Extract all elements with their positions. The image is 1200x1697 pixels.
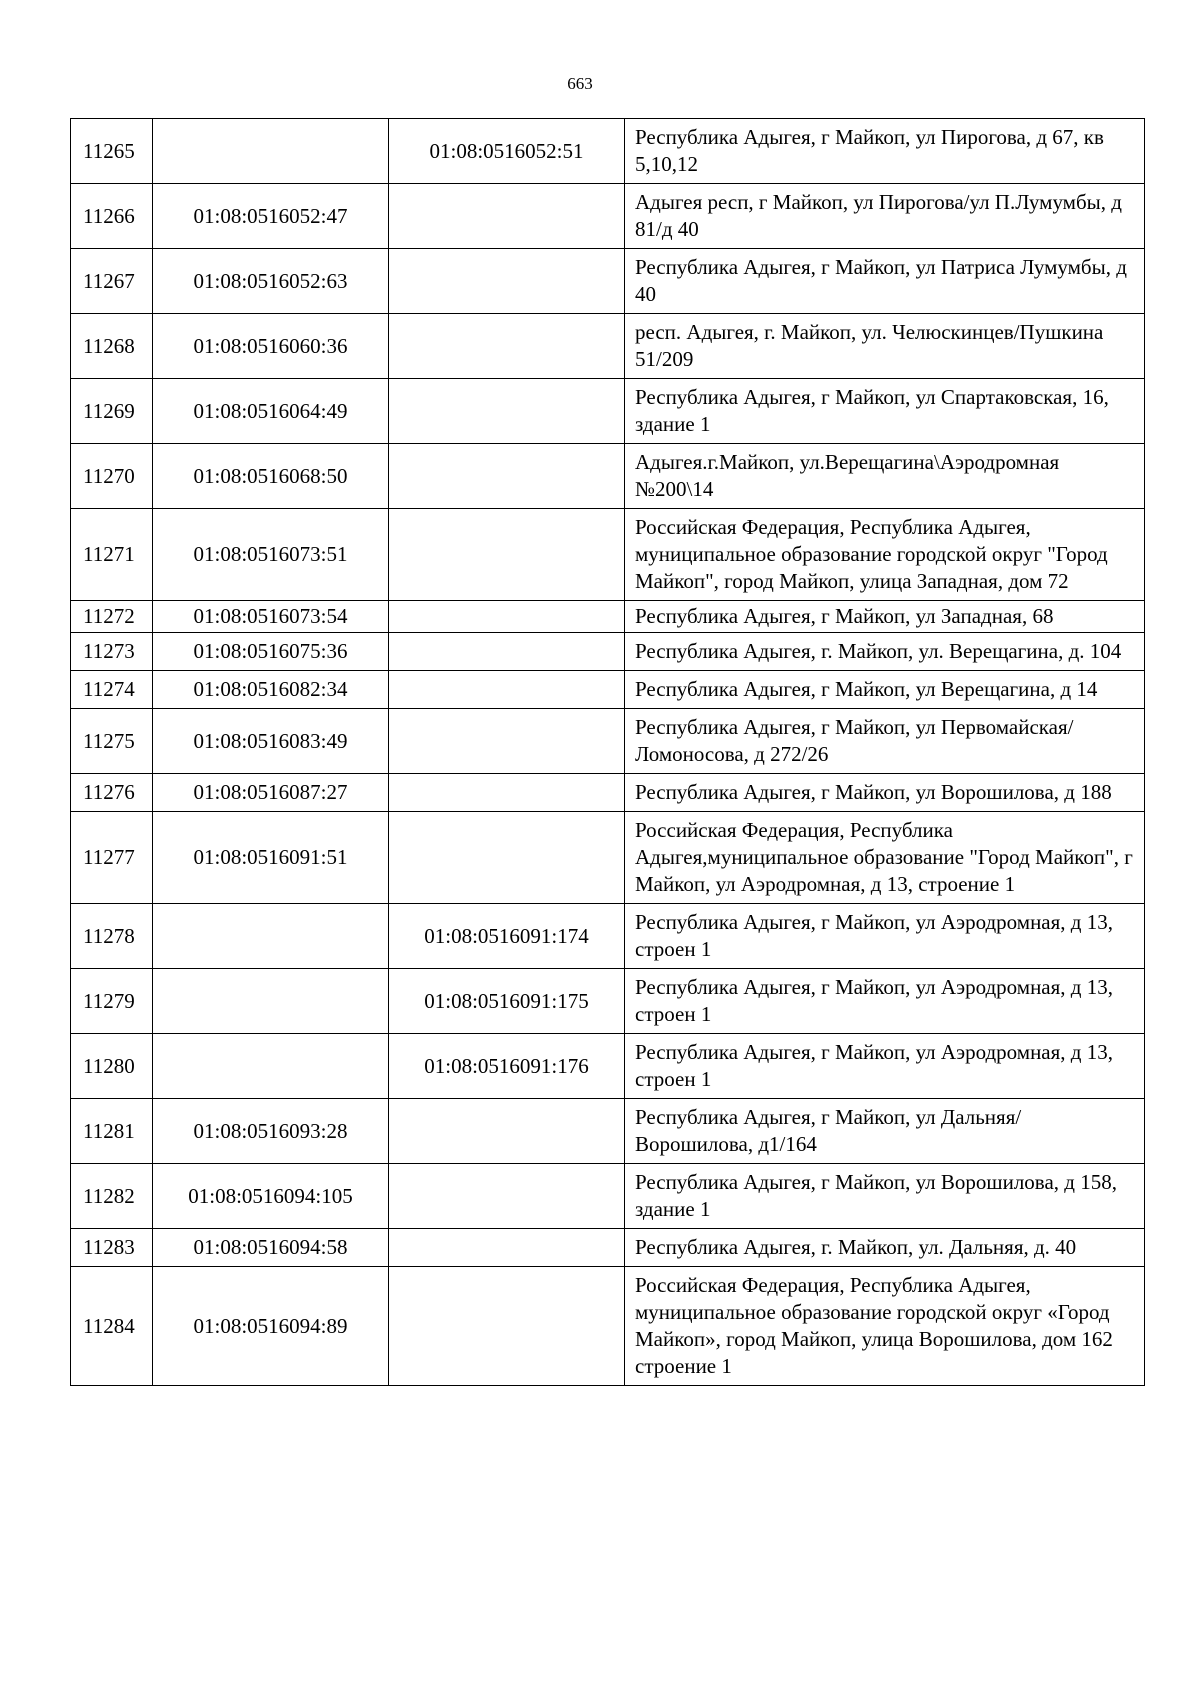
cadastral-number: 01:08:0516064:49: [153, 379, 389, 444]
table-row: [71, 1034, 1145, 1099]
address: Республика Адыгея, г Майкоп, ул Западная, 68: [625, 601, 1145, 633]
sub-cadastral-number: [389, 1164, 625, 1229]
sub-cadastral-number: [389, 633, 625, 671]
address: Республика Адыгея, г Майкоп, ул Спартаковская, 16, здание 1: [625, 379, 1145, 444]
cadastral-number: 01:08:0516060:36: [153, 314, 389, 379]
cadastral-number: 01:08:0516093:28: [153, 1099, 389, 1164]
address: респ. Адыгея, г. Майкоп, ул. Челюскинцев/Пушкина 51/209: [625, 314, 1145, 379]
row-number: 11266: [71, 184, 153, 249]
sub-cadastral-number: 01:08:0516091:175: [389, 969, 625, 1034]
sub-cadastral-number: [389, 184, 625, 249]
address: Республика Адыгея, г Майкоп, ул Дальняя/Ворошилова, д1/164: [625, 1099, 1145, 1164]
sub-cadastral-number: [389, 774, 625, 812]
address: Российская Федерация, Республика Адыгея, муниципальное образование городской округ «Город Майкоп», город Майкоп, улица Ворошилова, дом 162 строение 1: [625, 1267, 1145, 1386]
row-number: 11271: [71, 509, 153, 601]
address: Адыгея.г.Майкоп, ул.Верещагина\Аэродромная №200\14: [625, 444, 1145, 509]
table-row: [71, 601, 1145, 633]
row-number: 11274: [71, 671, 153, 709]
address: Республика Адыгея, г Майкоп, ул Аэродромная, д 13, строен 1: [625, 1034, 1145, 1099]
cadastral-number: [153, 969, 389, 1034]
property-registry-table: [70, 118, 1145, 1386]
row-number: 11276: [71, 774, 153, 812]
address: Республика Адыгея, г Майкоп, ул Верещагина, д 14: [625, 671, 1145, 709]
sub-cadastral-number: [389, 314, 625, 379]
cadastral-number: 01:08:0516083:49: [153, 709, 389, 774]
row-number: 11281: [71, 1099, 153, 1164]
table-row: [71, 774, 1145, 812]
address: Республика Адыгея, г Майкоп, ул Ворошилова, д 158, здание 1: [625, 1164, 1145, 1229]
row-number: 11283: [71, 1229, 153, 1267]
sub-cadastral-number: [389, 379, 625, 444]
row-number: 11273: [71, 633, 153, 671]
table-row: [71, 671, 1145, 709]
table-row: [71, 709, 1145, 774]
address: Российская Федерация, Республика Адыгея,муниципальное образование "Город Майкоп", г Майкоп, ул Аэродромная, д 13, строение 1: [625, 812, 1145, 904]
sub-cadastral-number: 01:08:0516052:51: [389, 119, 625, 184]
table-row: [71, 812, 1145, 904]
sub-cadastral-number: [389, 444, 625, 509]
table-row: [71, 249, 1145, 314]
sub-cadastral-number: [389, 249, 625, 314]
cadastral-number: 01:08:0516073:54: [153, 601, 389, 633]
page-number: 663: [567, 74, 593, 93]
sub-cadastral-number: [389, 509, 625, 601]
sub-cadastral-number: [389, 1229, 625, 1267]
row-number: 11280: [71, 1034, 153, 1099]
cadastral-number: 01:08:0516082:34: [153, 671, 389, 709]
sub-cadastral-number: [389, 601, 625, 633]
row-number: 11269: [71, 379, 153, 444]
cadastral-number: 01:08:0516052:63: [153, 249, 389, 314]
sub-cadastral-number: [389, 812, 625, 904]
sub-cadastral-number: [389, 1267, 625, 1386]
table-row: [71, 509, 1145, 601]
table-row: [71, 633, 1145, 671]
table-row: [71, 119, 1145, 184]
row-number: 11267: [71, 249, 153, 314]
row-number: 11272: [71, 601, 153, 633]
address: Республика Адыгея, г Майкоп, ул Аэродромная, д 13, строен 1: [625, 904, 1145, 969]
row-number: 11278: [71, 904, 153, 969]
address: Российская Федерация, Республика Адыгея, муниципальное образование городской округ "Город Майкоп", город Майкоп, улица Западная, дом 72: [625, 509, 1145, 601]
sub-cadastral-number: 01:08:0516091:176: [389, 1034, 625, 1099]
address: Республика Адыгея, г Майкоп, ул Аэродромная, д 13, строен 1: [625, 969, 1145, 1034]
address: Республика Адыгея, г. Майкоп, ул. Дальняя, д. 40: [625, 1229, 1145, 1267]
address: Республика Адыгея, г Майкоп, ул Первомайская/Ломоносова, д 272/26: [625, 709, 1145, 774]
row-number: 11282: [71, 1164, 153, 1229]
address: Республика Адыгея, г Майкоп, ул Пирогова, д 67, кв 5,10,12: [625, 119, 1145, 184]
row-number: 11268: [71, 314, 153, 379]
cadastral-number: [153, 904, 389, 969]
sub-cadastral-number: [389, 709, 625, 774]
cadastral-number: 01:08:0516091:51: [153, 812, 389, 904]
row-number: 11279: [71, 969, 153, 1034]
table-row: [71, 904, 1145, 969]
cadastral-number: 01:08:0516094:105: [153, 1164, 389, 1229]
table-row: [71, 969, 1145, 1034]
sub-cadastral-number: 01:08:0516091:174: [389, 904, 625, 969]
table-row: [71, 1164, 1145, 1229]
row-number: 11275: [71, 709, 153, 774]
table-row: [71, 184, 1145, 249]
cadastral-number: 01:08:0516075:36: [153, 633, 389, 671]
address: Республика Адыгея, г Майкоп, ул Патриса Лумумбы, д 40: [625, 249, 1145, 314]
row-number: 11265: [71, 119, 153, 184]
table-row: [71, 379, 1145, 444]
sub-cadastral-number: [389, 1099, 625, 1164]
address: Республика Адыгея, г. Майкоп, ул. Верещагина, д. 104: [625, 633, 1145, 671]
cadastral-number: 01:08:0516052:47: [153, 184, 389, 249]
cadastral-number: 01:08:0516068:50: [153, 444, 389, 509]
sub-cadastral-number: [389, 671, 625, 709]
cadastral-number: [153, 119, 389, 184]
cadastral-number: 01:08:0516094:89: [153, 1267, 389, 1386]
cadastral-number: 01:08:0516087:27: [153, 774, 389, 812]
cadastral-number: [153, 1034, 389, 1099]
row-number: 11284: [71, 1267, 153, 1386]
row-number: 11270: [71, 444, 153, 509]
row-number: 11277: [71, 812, 153, 904]
address: Республика Адыгея, г Майкоп, ул Ворошилова, д 188: [625, 774, 1145, 812]
cadastral-number: 01:08:0516073:51: [153, 509, 389, 601]
table-row: [71, 1229, 1145, 1267]
cadastral-number: 01:08:0516094:58: [153, 1229, 389, 1267]
table-row: [71, 1267, 1145, 1386]
table-row: [71, 444, 1145, 509]
table-row: [71, 1099, 1145, 1164]
table-row: [71, 314, 1145, 379]
address: Адыгея респ, г Майкоп, ул Пирогова/ул П.Лумумбы, д 81/д 40: [625, 184, 1145, 249]
